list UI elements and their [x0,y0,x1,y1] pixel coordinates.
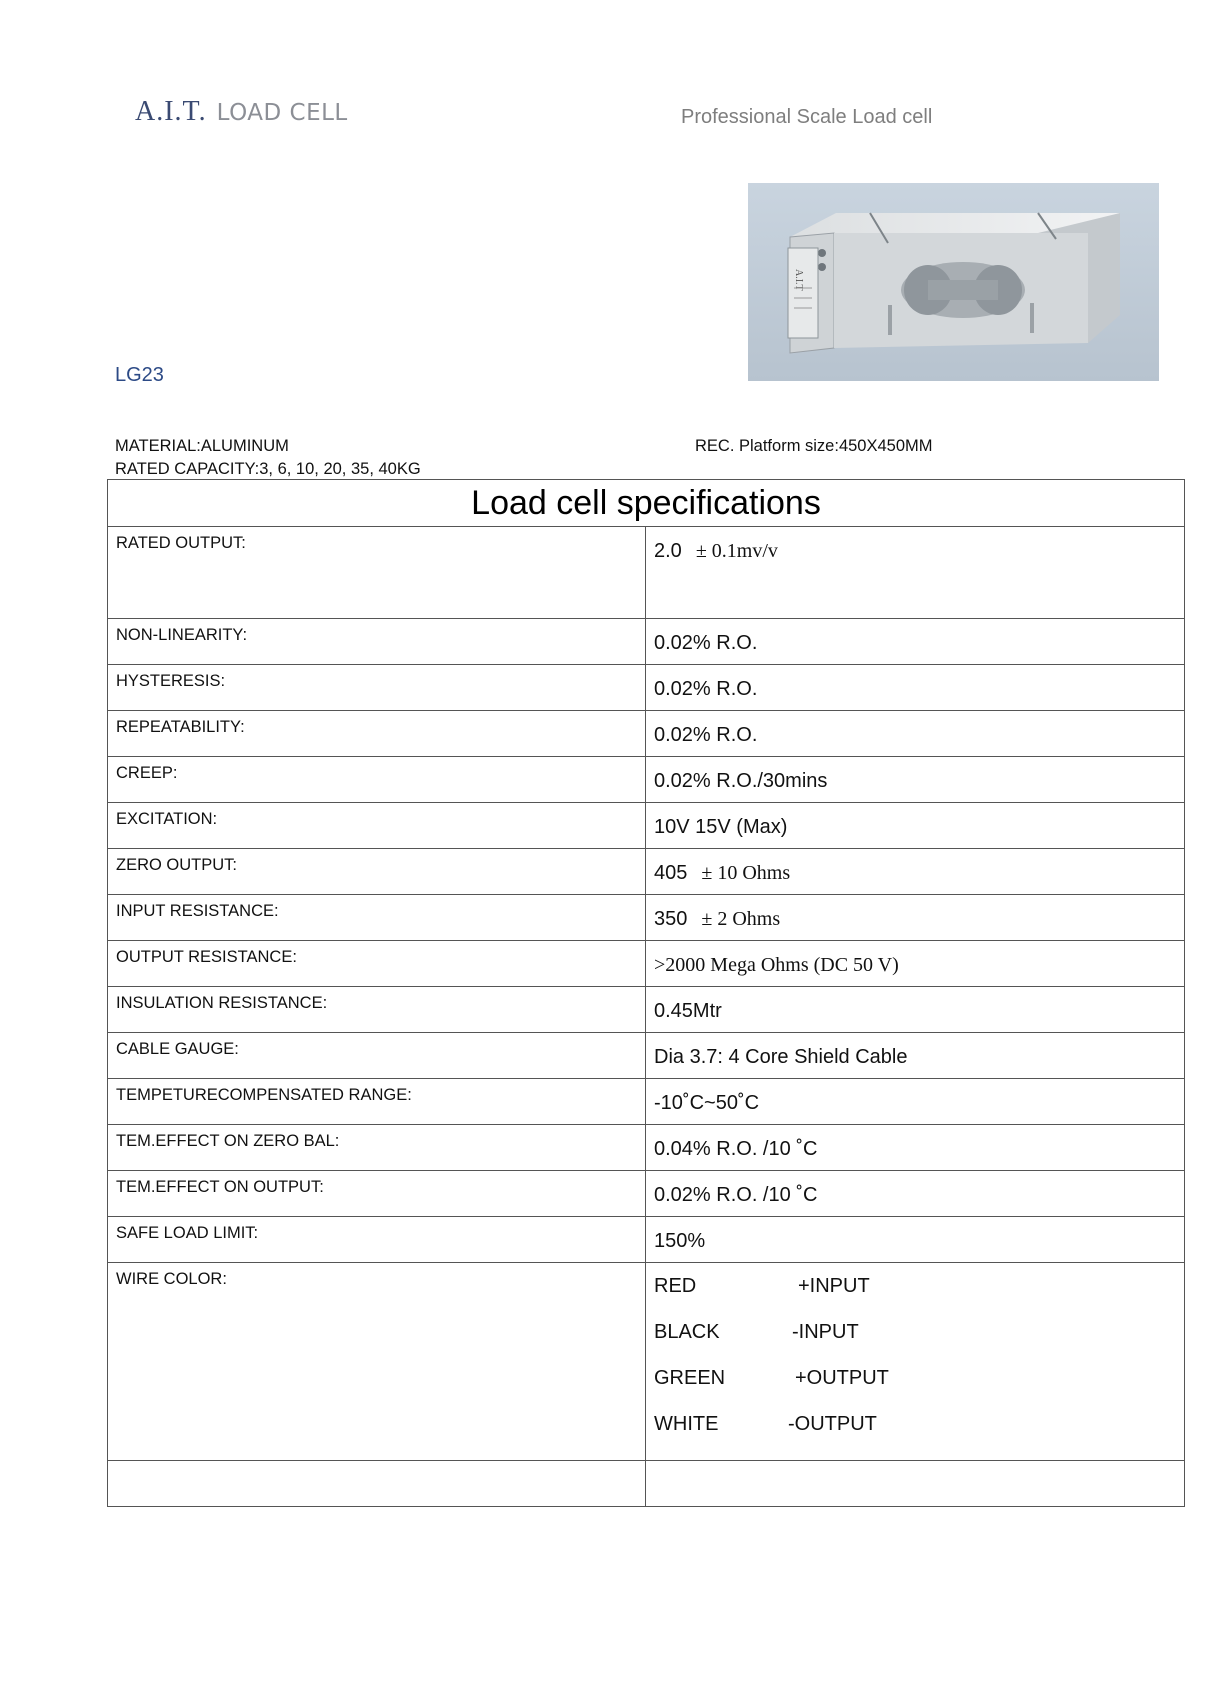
spec-value [646,527,1185,619]
wire-signal: +INPUT [798,1275,870,1297]
spec-label: INPUT RESISTANCE: [108,895,646,941]
brand-logo [135,96,348,128]
spec-value: 150% [646,1217,1185,1263]
table-row [108,711,1185,757]
wire-color-entry [654,1276,1184,1322]
spec-label: SAFE LOAD LIMIT: [108,1217,646,1263]
table-row [108,757,1185,803]
table-row [108,1033,1185,1079]
wire-color: GREEN [654,1367,726,1389]
spec-value: -10˚C~50˚C [646,1079,1185,1125]
brand-main: A.I.T. [135,96,207,127]
table-row [108,1079,1185,1125]
spec-value: 0.02% R.O. [646,711,1185,757]
spec-value: >2000 Mega Ohms (DC 50 V) [646,941,1185,987]
spec-value: 0.02% R.O./30mins [646,757,1185,803]
spec-table [107,479,1185,1507]
table-row [108,895,1185,941]
spec-value-tolerance: ± 2 Ohms [701,908,781,930]
spec-label: ZERO OUTPUT: [108,849,646,895]
spec-value: 0.02% R.O. [646,619,1185,665]
wire-color: WHITE [654,1413,719,1435]
spec-label: HYSTERESIS: [108,665,646,711]
spec-value: Dia 3.7: 4 Core Shield Cable [646,1033,1185,1079]
table-row [108,527,1185,619]
spec-label: WIRE COLOR: [108,1263,646,1461]
empty-cell [108,1461,646,1507]
wire-color: RED [654,1275,697,1297]
spec-label: TEM.EFFECT ON ZERO BAL: [108,1125,646,1171]
table-row [108,1125,1185,1171]
spec-label: TEMPETURECOMPENSATED RANGE: [108,1079,646,1125]
table-row [108,941,1185,987]
wire-color-entry [654,1322,1184,1368]
spec-value: 0.02% R.O. /10 ˚C [646,1171,1185,1217]
spec-value-main: 405 [654,862,688,884]
platform-text: REC. Platform size:450X450MM [695,437,933,455]
spec-label: NON-LINEARITY: [108,619,646,665]
wire-signal: +OUTPUT [795,1367,889,1389]
spec-value: 0.02% R.O. [646,665,1185,711]
spec-value [646,895,1185,941]
wire-signal: -OUTPUT [788,1413,877,1435]
empty-cell [646,1461,1185,1507]
spec-value-main: 2.0 [654,540,682,562]
table-row [108,987,1185,1033]
spec-value: 0.04% R.O. /10 ˚C [646,1125,1185,1171]
wire-color-entry [654,1368,1184,1414]
spec-value-main: 350 [654,908,688,930]
table-row [108,849,1185,895]
wire-signal: -INPUT [792,1321,859,1343]
table-row [108,619,1185,665]
table-row-empty [108,1461,1185,1507]
wire-color: BLACK [654,1321,720,1343]
table-row-wire-color [108,1263,1185,1461]
spec-label: CABLE GAUGE: [108,1033,646,1079]
spec-value-tolerance: ± 10 Ohms [701,862,791,884]
spec-value: 10V 15V (Max) [646,803,1185,849]
stamp-text: A.I.T [793,269,804,291]
table-row [108,1171,1185,1217]
material-text: MATERIAL:ALUMINUM [115,437,289,455]
model-number: LG23 [115,364,164,386]
table-row [108,665,1185,711]
spec-label: RATED OUTPUT: [108,527,646,619]
spec-label: REPEATABILITY: [108,711,646,757]
tagline: Professional Scale Load cell [681,106,933,128]
spec-value: 0.45Mtr [646,987,1185,1033]
brand-sub: LOAD CELL [216,100,348,126]
wire-color-entry [654,1414,1184,1460]
wire-color-list [646,1263,1185,1461]
spec-label: CREEP: [108,757,646,803]
table-title: Load cell specifications [108,480,1185,527]
spec-value-tolerance: ± 0.1mv/v [695,540,778,562]
spec-label: EXCITATION: [108,803,646,849]
spec-label: OUTPUT RESISTANCE: [108,941,646,987]
spec-label: TEM.EFFECT ON OUTPUT: [108,1171,646,1217]
product-photo [748,183,1159,381]
table-row [108,1217,1185,1263]
capacity-text: RATED CAPACITY:3, 6, 10, 20, 35, 40KG [115,460,421,478]
spec-label: INSULATION RESISTANCE: [108,987,646,1033]
spec-value [646,849,1185,895]
table-row [108,803,1185,849]
